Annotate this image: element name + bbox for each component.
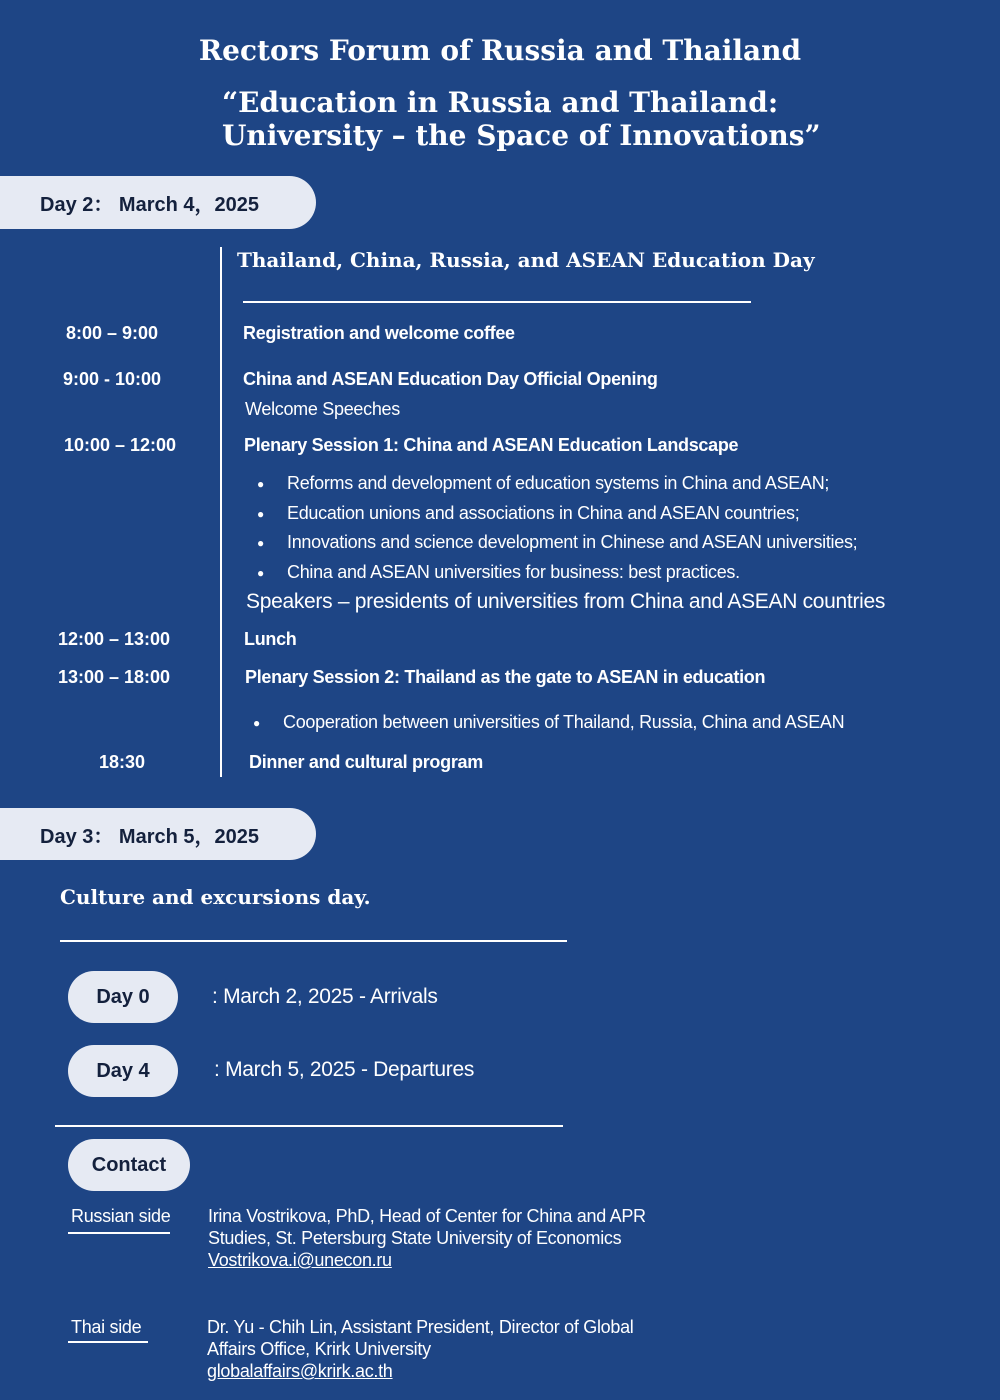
day3-heading: Culture and excursions day. — [60, 885, 371, 909]
day3-badge: Day 3： March 5，2025 — [0, 808, 316, 860]
forum-subtitle — [222, 86, 821, 152]
schedule-event: Registration and welcome coffee — [243, 323, 515, 343]
russian-contact-email[interactable]: Vostrikova.i@unecon.ru — [208, 1250, 392, 1270]
thai-side-label: Thai side — [71, 1317, 142, 1337]
day2-heading-rule — [243, 301, 751, 303]
thai-contact — [207, 1316, 633, 1382]
thai-contact-email[interactable]: globalaffairs@krirk.ac.th — [207, 1361, 393, 1381]
thai-contact-line-1: Dr. Yu - Chih Lin, Assistant President, Director of Global — [207, 1317, 634, 1337]
bullet-item: ● Reforms and development of education systems in China and ASEAN; — [287, 473, 829, 494]
schedule-time: 8:00 – 9:00 — [65, 323, 159, 343]
schedule-event: China and ASEAN Education Day Official Opening — [243, 369, 658, 389]
russian-contact-line-1: Irina Vostrikova, PhD, Head of Center for China and APR — [208, 1206, 646, 1226]
timeline-divider — [220, 247, 222, 777]
schedule-event: Lunch — [244, 629, 297, 649]
schedule-event: Plenary Session 2: Thailand as the gate to ASEAN in education — [245, 667, 766, 687]
day4-text: : March 5, 2025 - Departures — [214, 1058, 475, 1081]
schedule-event: Dinner and cultural program — [249, 752, 483, 772]
schedule-time: 10:00 – 12:00 — [63, 435, 177, 455]
bullet-item: ● Innovations and science development in Chinese and ASEAN universities; — [287, 532, 857, 553]
russian-side-rule — [68, 1232, 170, 1234]
subtitle-line-2: University – the Space of Innovations” — [222, 119, 821, 152]
day2-heading: Thailand, China, Russia, and ASEAN Education Day — [237, 248, 815, 272]
russian-side-label: Russian side — [71, 1206, 171, 1226]
schedule-event: Plenary Session 1: China and ASEAN Education Landscape — [244, 435, 739, 455]
day3-heading-rule — [60, 940, 567, 942]
speakers-note: Speakers – presidents of universities from China and ASEAN countries — [246, 590, 886, 613]
subtitle-line-1: “Education in Russia and Thailand: — [222, 86, 779, 119]
schedule-time: 12:00 – 13:00 — [57, 629, 171, 649]
day0-text: : March 2, 2025 - Arrivals — [212, 985, 438, 1008]
thai-contact-line-2: Affairs Office, Krirk University — [207, 1339, 431, 1359]
schedule-time: 18:30 — [98, 752, 146, 772]
day2-badge: Day 2： March 4，2025 — [0, 176, 316, 229]
contact-badge: Contact — [68, 1139, 190, 1191]
forum-title: Rectors Forum of Russia and Thailand — [198, 34, 802, 67]
schedule-time: 9:00 - 10:00 — [62, 369, 162, 389]
russian-contact — [208, 1205, 646, 1271]
day4-badge: Day 4 — [68, 1045, 178, 1097]
day0-badge: Day 0 — [68, 971, 178, 1023]
bullet-item: ● Cooperation between universities of Thailand, Russia, China and ASEAN — [283, 712, 844, 733]
thai-side-rule — [68, 1341, 148, 1343]
bullet-item: ● Education unions and associations in China and ASEAN countries; — [287, 503, 799, 524]
schedule-note: Welcome Speeches — [245, 399, 400, 419]
bullet-item: ● China and ASEAN universities for business: best practices. — [287, 562, 740, 583]
russian-contact-line-2: Studies, St. Petersburg State University of Economics — [208, 1228, 622, 1248]
contact-rule — [55, 1125, 563, 1127]
schedule-time: 13:00 – 18:00 — [57, 667, 171, 687]
